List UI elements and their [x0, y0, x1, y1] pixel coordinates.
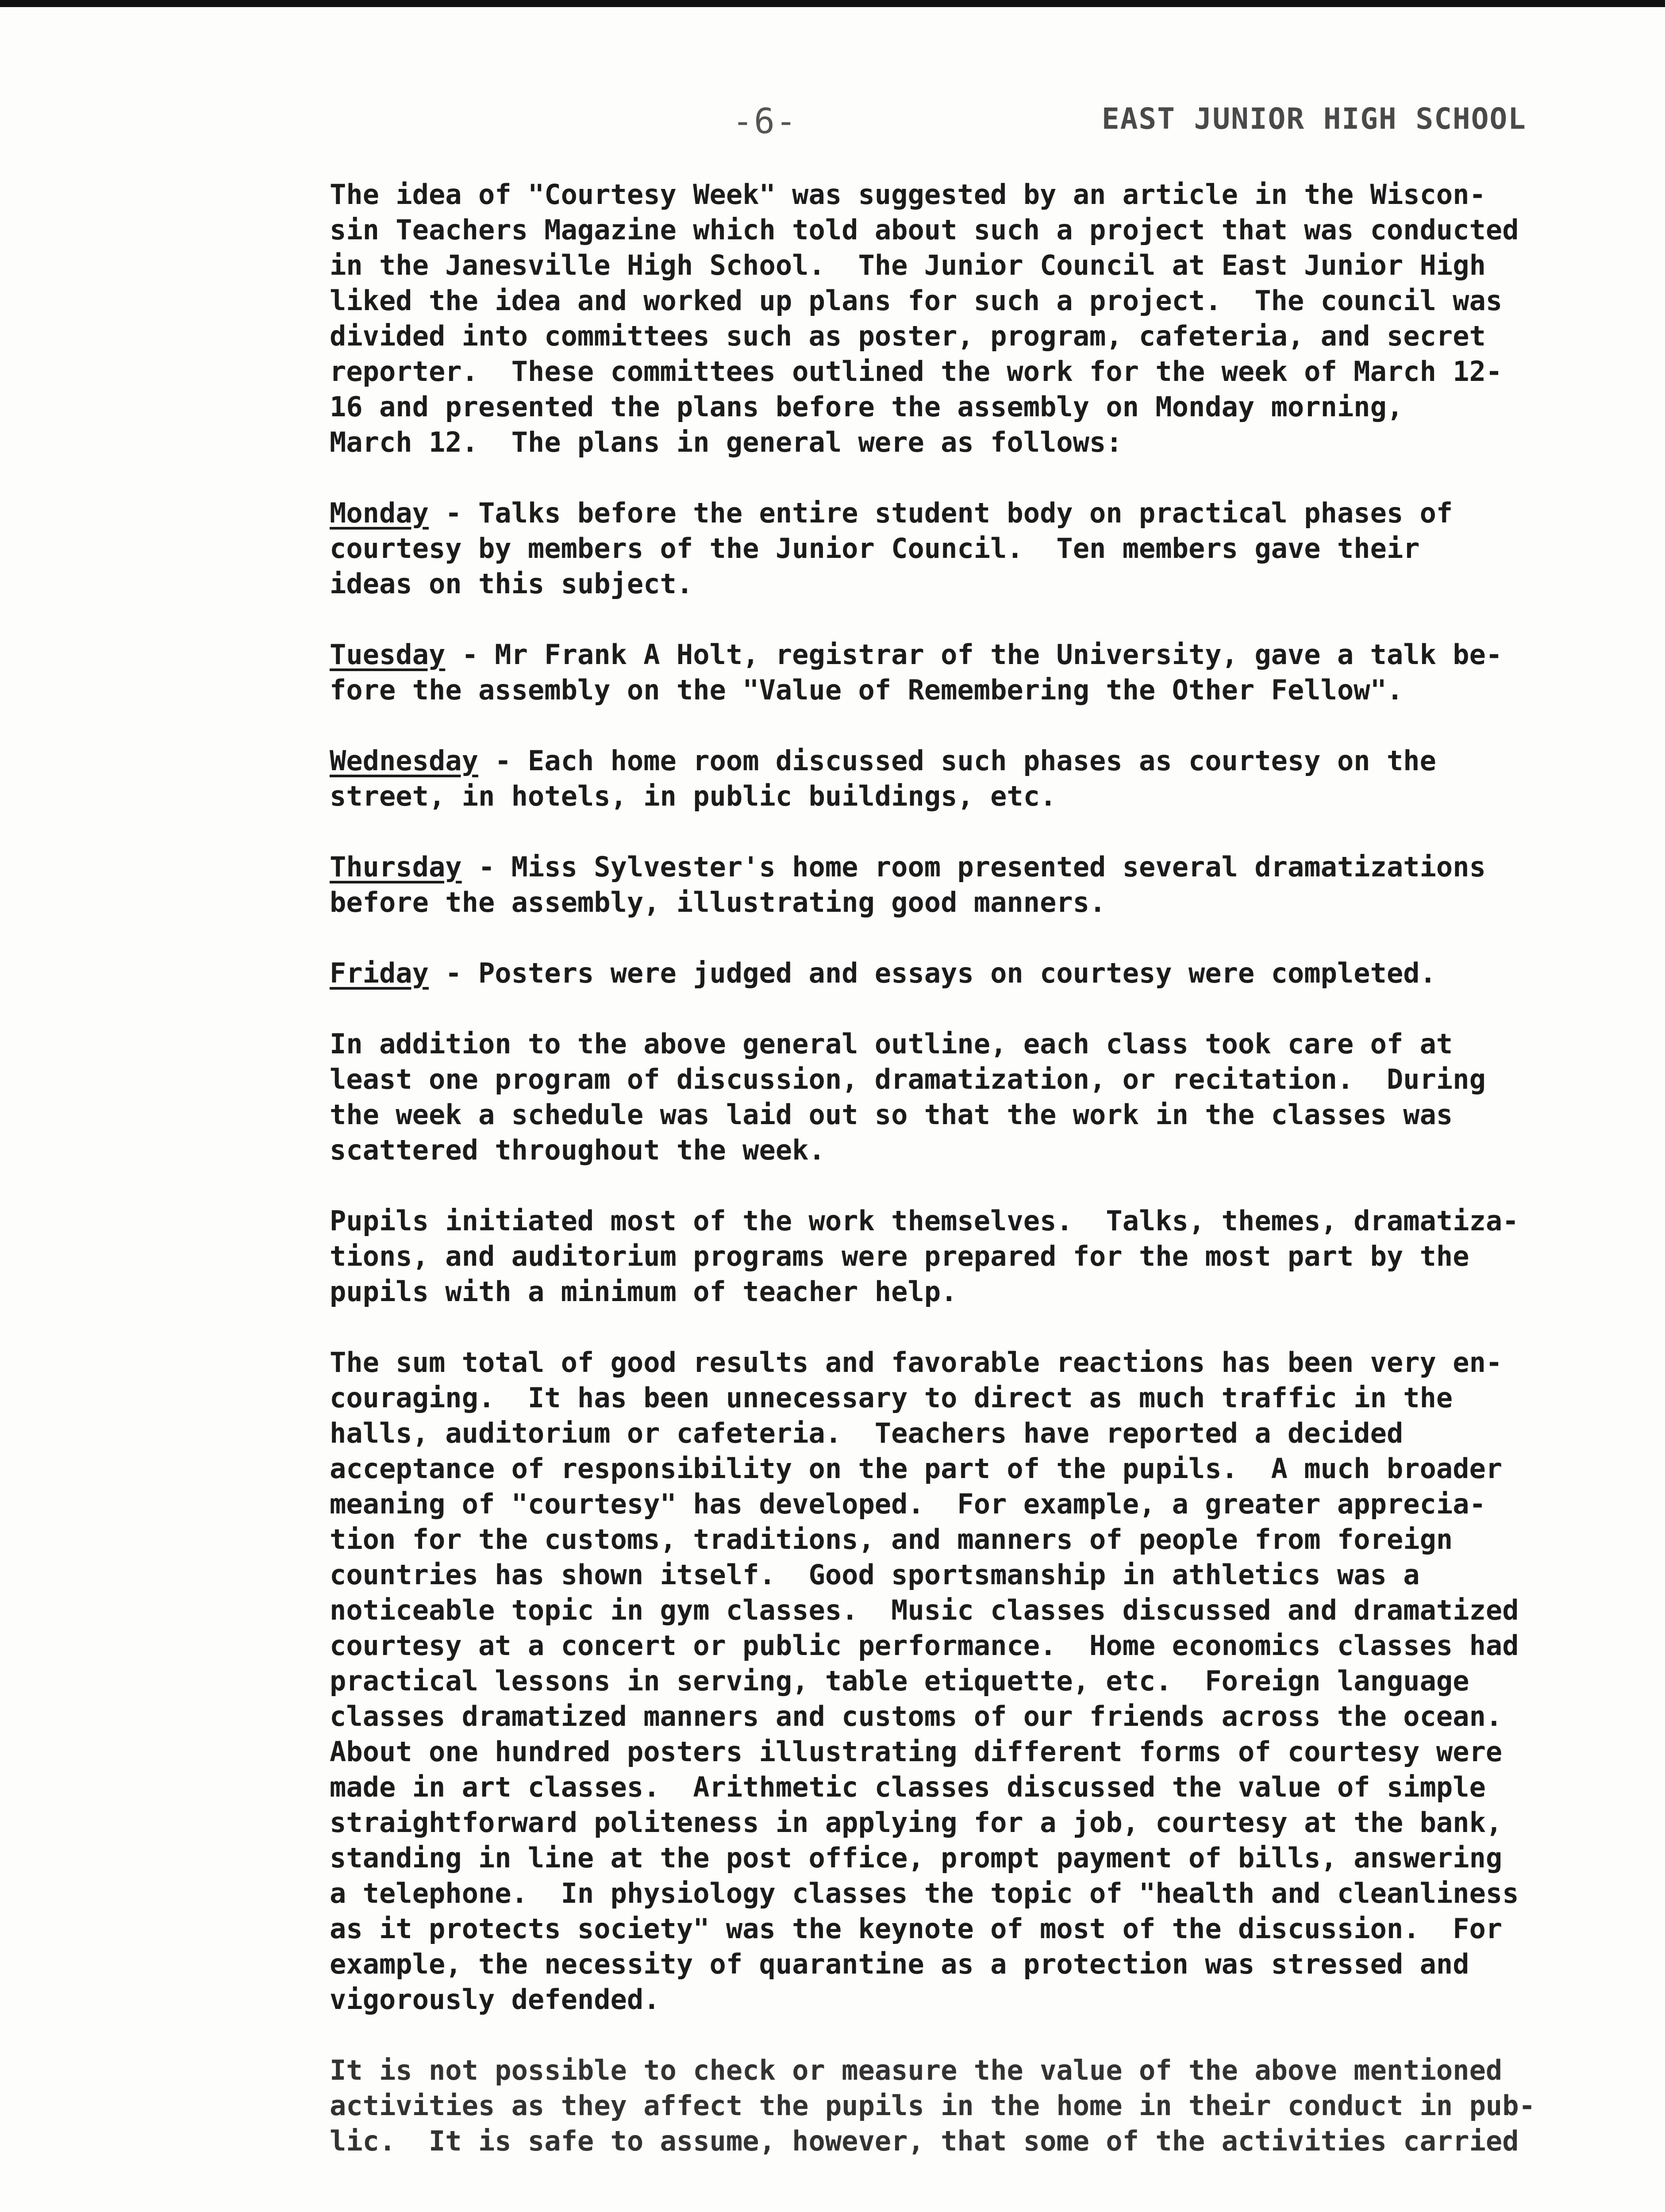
results-line: The sum total of good results and favorable reactions has been very en-: [330, 1346, 1503, 1379]
closing-line: lic. It is safe to assume, however, that some of the activities carried: [330, 2125, 1519, 2157]
intro-line: liked the idea and worked up plans for such a project. The council was: [330, 284, 1503, 317]
closing-line: It is not possible to check or measure the value of the above mentioned: [330, 2054, 1503, 2086]
day-thursday: [330, 849, 1613, 920]
day-friday: [330, 956, 1613, 991]
results-line: halls, auditorium or cafeteria. Teachers have reported a decided: [330, 1417, 1404, 1449]
intro-line: in the Janesville High School. The Junior Council at East Junior High: [330, 249, 1486, 281]
results-line: a telephone. In physiology classes the topic of "health and cleanliness: [330, 1877, 1519, 1909]
day-text: - Talks before the entire student body on practical phases of: [428, 497, 1453, 529]
intro-line: reporter. These committees outlined the work for the week of March 12-: [330, 355, 1503, 388]
outline-paragraph: [330, 1026, 1613, 1168]
outline-line: least one program of discussion, dramatization, or recitation. During: [330, 1063, 1486, 1095]
day-text: - Mr Frank A Holt, registrar of the University, gave a talk be-: [445, 638, 1503, 671]
pupils-line: tions, and auditorium programs were prepared for the most part by the: [330, 1240, 1469, 1272]
day-text: courtesy by members of the Junior Council. Ten members gave their: [330, 532, 1420, 565]
intro-line: 16 and presented the plans before the assembly on Monday morning,: [330, 391, 1404, 423]
day-text: - Each home room discussed such phases as courtesy on the: [478, 745, 1436, 777]
day-text: fore the assembly on the "Value of Remembering the Other Fellow".: [330, 674, 1404, 706]
day-label-wednesday: Wednesday: [330, 745, 478, 777]
results-line: tion for the customs, traditions, and manners of people from foreign: [330, 1523, 1453, 1555]
pupils-line: Pupils initiated most of the work themselves. Talks, themes, dramatiza-: [330, 1205, 1519, 1237]
day-label-tuesday: Tuesday: [330, 638, 446, 671]
day-label-thursday: Thursday: [330, 851, 462, 883]
day-tuesday: [330, 637, 1613, 708]
page-number: -6-: [732, 102, 797, 142]
intro-line: The idea of "Courtesy Week" was suggested by an article in the Wiscon-: [330, 178, 1486, 211]
day-text: street, in hotels, in public buildings, etc.: [330, 780, 1057, 812]
results-line: acceptance of responsibility on the part of the pupils. A much broader: [330, 1452, 1503, 1485]
results-line: couraging. It has been unnecessary to direct as much traffic in the: [330, 1382, 1453, 1414]
pupils-line: pupils with a minimum of teacher help.: [330, 1275, 957, 1308]
results-line: meaning of "courtesy" has developed. For example, a greater apprecia-: [330, 1488, 1486, 1520]
results-line: courtesy at a concert or public performance. Home economics classes had: [330, 1629, 1519, 1662]
closing-line: activities as they affect the pupils in the home in their conduct in pub-: [330, 2089, 1535, 2122]
outline-line: scattered throughout the week.: [330, 1134, 825, 1166]
day-label-friday: Friday: [330, 957, 429, 989]
results-line: example, the necessity of quarantine as a protection was stressed and: [330, 1948, 1469, 1980]
day-label-monday: Monday: [330, 497, 429, 529]
results-line: noticeable topic in gym classes. Music classes discussed and dramatized: [330, 1594, 1519, 1626]
intro-line: divided into committees such as poster, program, cafeteria, and secret: [330, 320, 1486, 352]
results-line: as it protects society" was the keynote of most of the discussion. For: [330, 1912, 1503, 1945]
day-text: - Posters were judged and essays on courtesy were completed.: [428, 957, 1436, 989]
intro-paragraph: [330, 177, 1613, 460]
results-paragraph: [330, 1345, 1613, 2017]
scan-top-edge: [0, 0, 1665, 7]
pupils-paragraph: [330, 1203, 1613, 1310]
intro-line: sin Teachers Magazine which told about such a project that was conducted: [330, 214, 1519, 246]
results-line: countries has shown itself. Good sportsmanship in athletics was a: [330, 1559, 1420, 1591]
intro-line: March 12. The plans in general were as follows:: [330, 426, 1123, 458]
results-line: classes dramatized manners and customs of our friends across the ocean.: [330, 1700, 1503, 1732]
results-line: vigorously defended.: [330, 1983, 660, 2016]
closing-paragraph: [330, 2053, 1613, 2159]
results-line: practical lessons in serving, table etiquette, etc. Foreign language: [330, 1665, 1469, 1697]
day-wednesday: [330, 743, 1613, 814]
results-line: standing in line at the post office, prompt payment of bills, answering: [330, 1842, 1503, 1874]
page-header: [0, 102, 1665, 150]
school-name: EAST JUNIOR HIGH SCHOOL: [1102, 102, 1527, 136]
outline-line: the week a schedule was laid out so that the work in the classes was: [330, 1098, 1453, 1131]
day-text: before the assembly, illustrating good manners.: [330, 886, 1106, 918]
results-line: About one hundred posters illustrating different forms of courtesy were: [330, 1736, 1503, 1768]
day-text: - Miss Sylvester's home room presented several dramatizations: [461, 851, 1486, 883]
document-body: [330, 177, 1613, 2194]
day-text: ideas on this subject.: [330, 568, 693, 600]
day-monday: [330, 495, 1613, 602]
results-line: made in art classes. Arithmetic classes discussed the value of simple: [330, 1771, 1486, 1803]
outline-line: In addition to the above general outline, each class took care of at: [330, 1028, 1453, 1060]
results-line: straightforward politeness in applying for a job, courtesy at the bank,: [330, 1806, 1503, 1839]
